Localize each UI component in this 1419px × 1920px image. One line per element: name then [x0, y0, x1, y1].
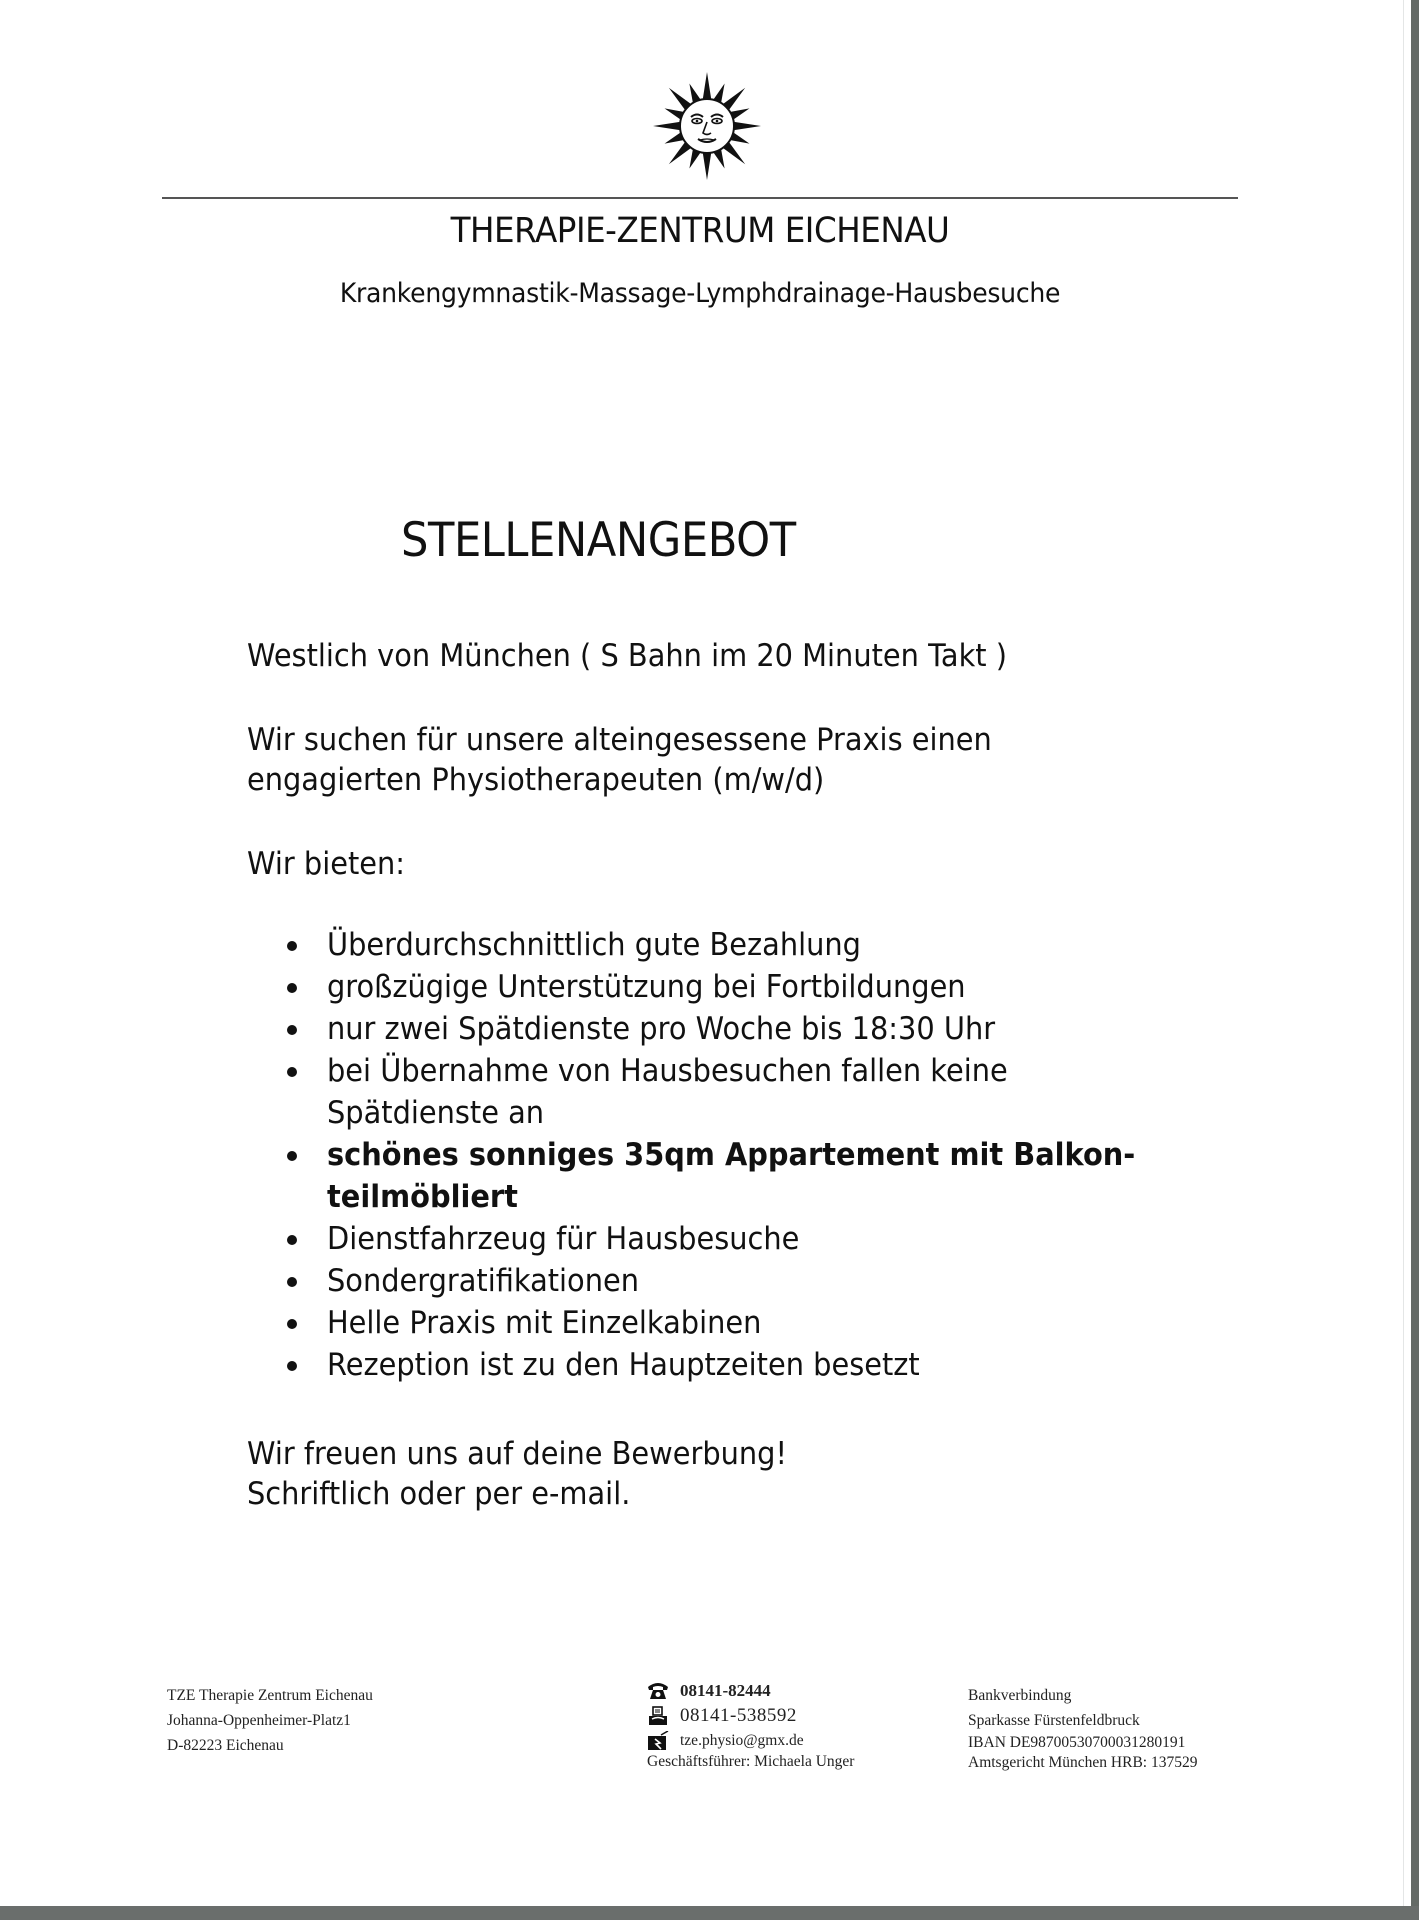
benefit-text: Überdurchschnittlich gute Bezahlung [327, 927, 861, 963]
scan-border-bottom [0, 1906, 1419, 1920]
closing-text [247, 1434, 787, 1514]
list-item [278, 1050, 1196, 1092]
list-item [278, 924, 1196, 966]
phone-number[interactable]: 08141-82444 [680, 1681, 771, 1700]
sun-ray [733, 122, 761, 131]
closing-line-1: Wir freuen uns auf deine Bewerbung! [247, 1436, 788, 1472]
manager: Geschäftsführer: Michaela Unger [647, 1753, 855, 1770]
bullet-icon [287, 941, 297, 951]
benefits-list [278, 924, 1196, 1386]
bullet-icon [287, 1277, 297, 1287]
org-name: THERAPIE-ZENTRUM EICHENAU [450, 211, 950, 251]
footer-address [167, 1683, 373, 1758]
bullet-icon [287, 1361, 297, 1371]
bank-name: Sparkasse Fürstenfeldbruck [968, 1712, 1140, 1729]
fax-number: 08141-538592 [680, 1705, 797, 1726]
iban: IBAN DE98700530700031280191 [968, 1734, 1186, 1751]
org-services: Krankengymnastik-Massage-Lymphdrainage-Hausbesuche [339, 278, 1061, 309]
sun-ray [703, 72, 712, 100]
envelope-icon [647, 1731, 669, 1751]
phone-row [647, 1680, 854, 1701]
sun-ray [703, 152, 712, 180]
offer-label: Wir bieten: [247, 846, 405, 882]
bank-label: Bankverbindung [968, 1687, 1072, 1704]
list-item-continuation [278, 1092, 1196, 1134]
list-item [278, 1260, 1196, 1302]
sun-face-icon [651, 70, 763, 182]
benefit-text: Helle Praxis mit Einzelkabinen [327, 1305, 762, 1341]
benefit-text: teilmöbliert [327, 1179, 518, 1215]
intro-line-2: engagierten Physiotherapeuten (m/w/d) [247, 762, 825, 798]
fax-row [647, 1705, 854, 1726]
city: D-82223 Eichenau [167, 1737, 284, 1754]
telephone-icon [647, 1681, 669, 1701]
location-text: Westlich von München ( S Bahn im 20 Minuten Takt ) [247, 638, 1007, 674]
benefit-text: bei Übernahme von Hausbesuchen fallen keine [327, 1053, 1008, 1089]
street: Johanna-Oppenheimer-Platz1 [167, 1712, 351, 1729]
benefit-text: Dienstfahrzeug für Hausbesuche [327, 1221, 800, 1257]
footer-bank [968, 1683, 1197, 1773]
list-item-continuation [278, 1176, 1196, 1218]
benefit-text: Rezeption ist zu den Hauptzeiten besetzt [327, 1347, 920, 1383]
closing-line-2: Schriftlich oder per e-mail. [247, 1476, 631, 1512]
intro-text [247, 720, 992, 800]
list-item [278, 1134, 1196, 1176]
benefit-text: großzügige Unterstützung bei Fortbildungen [327, 969, 966, 1005]
court-register: Amtsgericht München HRB: 137529 [968, 1754, 1198, 1771]
benefit-text: Spätdienste an [327, 1095, 545, 1131]
sun-ray [653, 122, 681, 131]
bullet-icon [287, 1235, 297, 1245]
bullet-icon [287, 1319, 297, 1329]
list-item [278, 1008, 1196, 1050]
footer-contact [647, 1680, 854, 1772]
benefit-text: nur zwei Spätdienste pro Woche bis 18:30 Uhr [327, 1011, 996, 1047]
header-divider [162, 197, 1238, 199]
email-link[interactable]: tze.physio@gmx.de [680, 1732, 804, 1749]
list-item [278, 1344, 1196, 1386]
intro-line-1: Wir suchen für unsere alteingesessene Praxis einen [247, 722, 992, 758]
list-item [278, 1218, 1196, 1260]
company-name: TZE Therapie Zentrum Eichenau [167, 1687, 373, 1704]
bullet-icon [287, 1151, 297, 1161]
list-item [278, 966, 1196, 1008]
benefit-text: schönes sonniges 35qm Appartement mit Balkon- [327, 1137, 1136, 1173]
scan-edge-line [1403, 0, 1404, 1906]
list-item [278, 1302, 1196, 1344]
bullet-icon [287, 1025, 297, 1035]
fax-icon [647, 1706, 669, 1726]
page-title: STELLENANGEBOT [401, 513, 796, 568]
bullet-icon [287, 983, 297, 993]
benefit-text: Sondergratifikationen [327, 1263, 639, 1299]
scan-border-right [1411, 0, 1419, 1920]
email-row [647, 1730, 854, 1751]
bullet-icon [287, 1067, 297, 1077]
